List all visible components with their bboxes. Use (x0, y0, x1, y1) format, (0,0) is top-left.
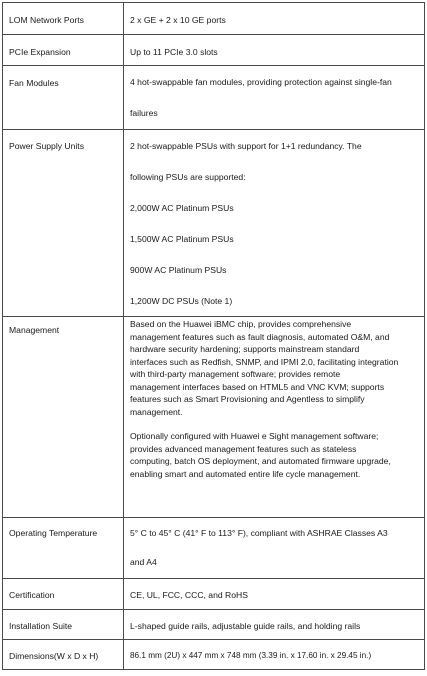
row-value-line: 1,200W DC PSUs (Note 1) (130, 296, 233, 306)
row-value-line: 2 hot-swappable PSUs with support for 1+1 redundancy. The (130, 141, 362, 151)
row-value-line: 2 x GE + 2 x 10 GE ports (130, 15, 226, 25)
row-value-cell (124, 3, 425, 35)
row-value-cell (124, 579, 425, 610)
row-value-line: with third-party management software; provides remote (130, 369, 341, 379)
row-value-line: interfaces such as Redfish, SNMP, and IPMI 2.0, facilitating integration (130, 356, 399, 367)
row-value-line: features such as Smart Provisioning and Agentless to simplify (130, 394, 365, 404)
table-row-management (3, 317, 425, 518)
row-label: LOM Network Ports (9, 15, 84, 25)
row-value-line: 1,500W AC Platinum PSUs (130, 234, 234, 244)
row-label: Power Supply Units (9, 141, 84, 151)
management-paragraph-2 (130, 430, 419, 480)
row-value-line: and A4 (130, 557, 157, 567)
row-label-cell (3, 66, 124, 130)
row-value-line: management. (130, 406, 183, 417)
row-value-cell (124, 640, 425, 670)
row-label: Fan Modules (9, 78, 59, 88)
row-label-cell (3, 317, 124, 518)
table-row-pcie-expansion (3, 35, 425, 66)
row-value-line: following PSUs are supported: (130, 172, 246, 182)
row-value-line: 4 hot-swappable fan modules, providing protection against single-fan (130, 77, 392, 87)
row-value-line: 900W AC Platinum PSUs (130, 265, 227, 275)
row-value-cell (124, 610, 425, 640)
row-value-line: enabling smart and automated entire life cycle management. (130, 468, 361, 479)
row-value-line: provides advanced management features such as stateless (130, 443, 357, 454)
row-value-line: L-shaped guide rails, adjustable guide rails, and holding rails (130, 621, 361, 631)
row-value-cell (124, 317, 425, 518)
row-value-line: management interfaces based on HTML5 and VNC KVM; supports (130, 381, 385, 392)
table-row-operating-temperature (3, 518, 425, 579)
row-label-cell (3, 579, 124, 610)
table-row-lom-network-ports (3, 3, 425, 35)
row-value-line: 5° C to 45° C (41° F to 113° F), compliant with ASHRAE Classes A3 (130, 528, 388, 538)
table-row-power-supply-units (3, 130, 425, 317)
row-label: Installation Suite (9, 621, 73, 631)
row-label-cell (3, 35, 124, 66)
row-value-line: computing, batch OS deployment, and automated firmware upgrade, (130, 456, 391, 466)
table-row-installation-suite (3, 610, 425, 640)
row-label: Operating Temperature (9, 528, 98, 538)
row-value-line: Based on the Huawei iBMC chip, provides comprehensive (130, 319, 352, 329)
row-value-cell (124, 518, 425, 579)
row-value-line: failures (130, 108, 158, 118)
row-value-cell (124, 130, 425, 317)
row-label-cell (3, 3, 124, 35)
row-label-cell (3, 518, 124, 579)
row-value-line: hardware security hardening; supports mainstream standard (130, 344, 360, 354)
row-value-line: 2,000W AC Platinum PSUs (130, 203, 234, 213)
row-label-cell (3, 640, 124, 670)
table-row-fan-modules (3, 66, 425, 130)
row-label: PCIe Expansion (9, 47, 71, 57)
row-value-line: management features such as fault diagnosis, automated O&M, and (130, 331, 390, 342)
row-value-line: 86.1 mm (2U) x 447 mm x 748 mm (3.39 in. x 17.60 in. x 29.45 in.) (130, 651, 372, 660)
paragraph-spacer (130, 418, 419, 430)
management-paragraph-1 (130, 318, 419, 418)
row-label-cell (3, 610, 124, 640)
row-value-line: Up to 11 PCIe 3.0 slots (130, 47, 218, 57)
row-value-line: CE, UL, FCC, CCC, and RoHS (130, 590, 248, 600)
row-label: Management (9, 325, 60, 335)
row-value-cell (124, 66, 425, 130)
table-row-dimensions (3, 640, 425, 670)
row-label: Certification (9, 590, 55, 600)
spec-table (2, 2, 425, 670)
row-label-cell (3, 130, 124, 317)
row-label: Dimensions(W x D x H) (9, 651, 99, 661)
row-value-cell (124, 35, 425, 66)
table-row-certification (3, 579, 425, 610)
row-value-line: Optionally configured with Huawei e Sight management software; (130, 431, 379, 441)
